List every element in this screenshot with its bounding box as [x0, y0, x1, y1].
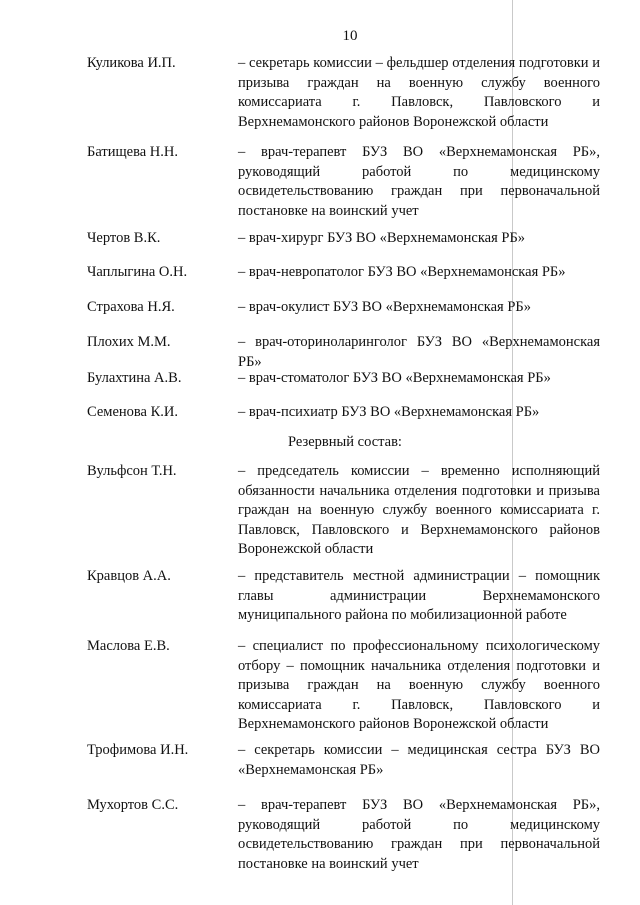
member-name: Куликова И.П.: [87, 55, 176, 71]
member-name: Семенова К.И.: [87, 404, 179, 420]
member-role: – врач-стоматолог БУЗ ВО «Верхнемамонская РБ»: [238, 370, 551, 386]
member-name: Маслова Е.В.: [87, 638, 170, 654]
member-role: – врач-терапевт БУЗ ВО «Верхнемамонская РБ», руководящий работой по медицинскому освидетельствованию граждан при первоначальной постановке на воинский учет: [238, 797, 600, 872]
member-role: – врач-терапевт БУЗ ВО «Верхнемамонская РБ», руководящий работой по медицинскому освидетельствованию граждан при первоначальной постановке на воинский учет: [238, 144, 600, 219]
member-role: – председатель комиссии – временно исполняющий обязанности начальника отделения подготовки и призыва граждан на военную службу военного комиссариата г. Павловск, Павловского и Верхнемамонского районов Воронежской области: [238, 463, 600, 557]
member-name: Вульфсон Т.Н.: [87, 463, 177, 479]
member-role: – врач-оториноларинголог БУЗ ВО «Верхнемамонская РБ»: [238, 334, 600, 370]
member-role: – врач-окулист БУЗ ВО «Верхнемамонская РБ»: [238, 299, 531, 315]
member-name: Чертов В.К.: [87, 230, 161, 246]
member-name: Плохих М.М.: [87, 334, 171, 350]
member-name: Мухортов С.С.: [87, 797, 179, 813]
member-role: – секретарь комиссии – медицинская сестра БУЗ ВО «Верхнемамонская РБ»: [238, 742, 600, 778]
member-role: – врач-хирург БУЗ ВО «Верхнемамонская РБ»: [238, 230, 526, 246]
member-role: – представитель местной администрации – помощник главы администрации Верхнемамонского муниципального района по мобилизационной работе: [238, 568, 600, 623]
member-name: Батищева Н.Н.: [87, 144, 178, 160]
member-role: – врач-невропатолог БУЗ ВО «Верхнемамонская РБ»: [238, 264, 566, 280]
member-name: Страхова Н.Я.: [87, 299, 175, 315]
member-name: Кравцов А.А.: [87, 568, 171, 584]
member-name: Трофимова И.Н.: [87, 742, 189, 758]
member-role: – врач-психиатр БУЗ ВО «Верхнемамонская РБ»: [238, 404, 540, 420]
member-name: Булахтина А.В.: [87, 370, 182, 386]
member-name: Чаплыгина О.Н.: [87, 264, 188, 280]
section-title-reserve: Резервный состав:: [288, 434, 402, 450]
page-number: 10: [342, 28, 358, 44]
member-role: – секретарь комиссии – фельдшер отделения подготовки и призыва граждан на военную службу военного комиссариата г. Павловск, Павловского и Верхнемамонского районов Воронежской области: [238, 55, 600, 130]
member-role: – специалист по профессиональному психологическому отбору – помощник начальника отделения подготовки и призыва граждан на военную службу военного комиссариата г. Павловск, Павловского и Верхнемамонского районов Воронежской области: [238, 638, 600, 732]
